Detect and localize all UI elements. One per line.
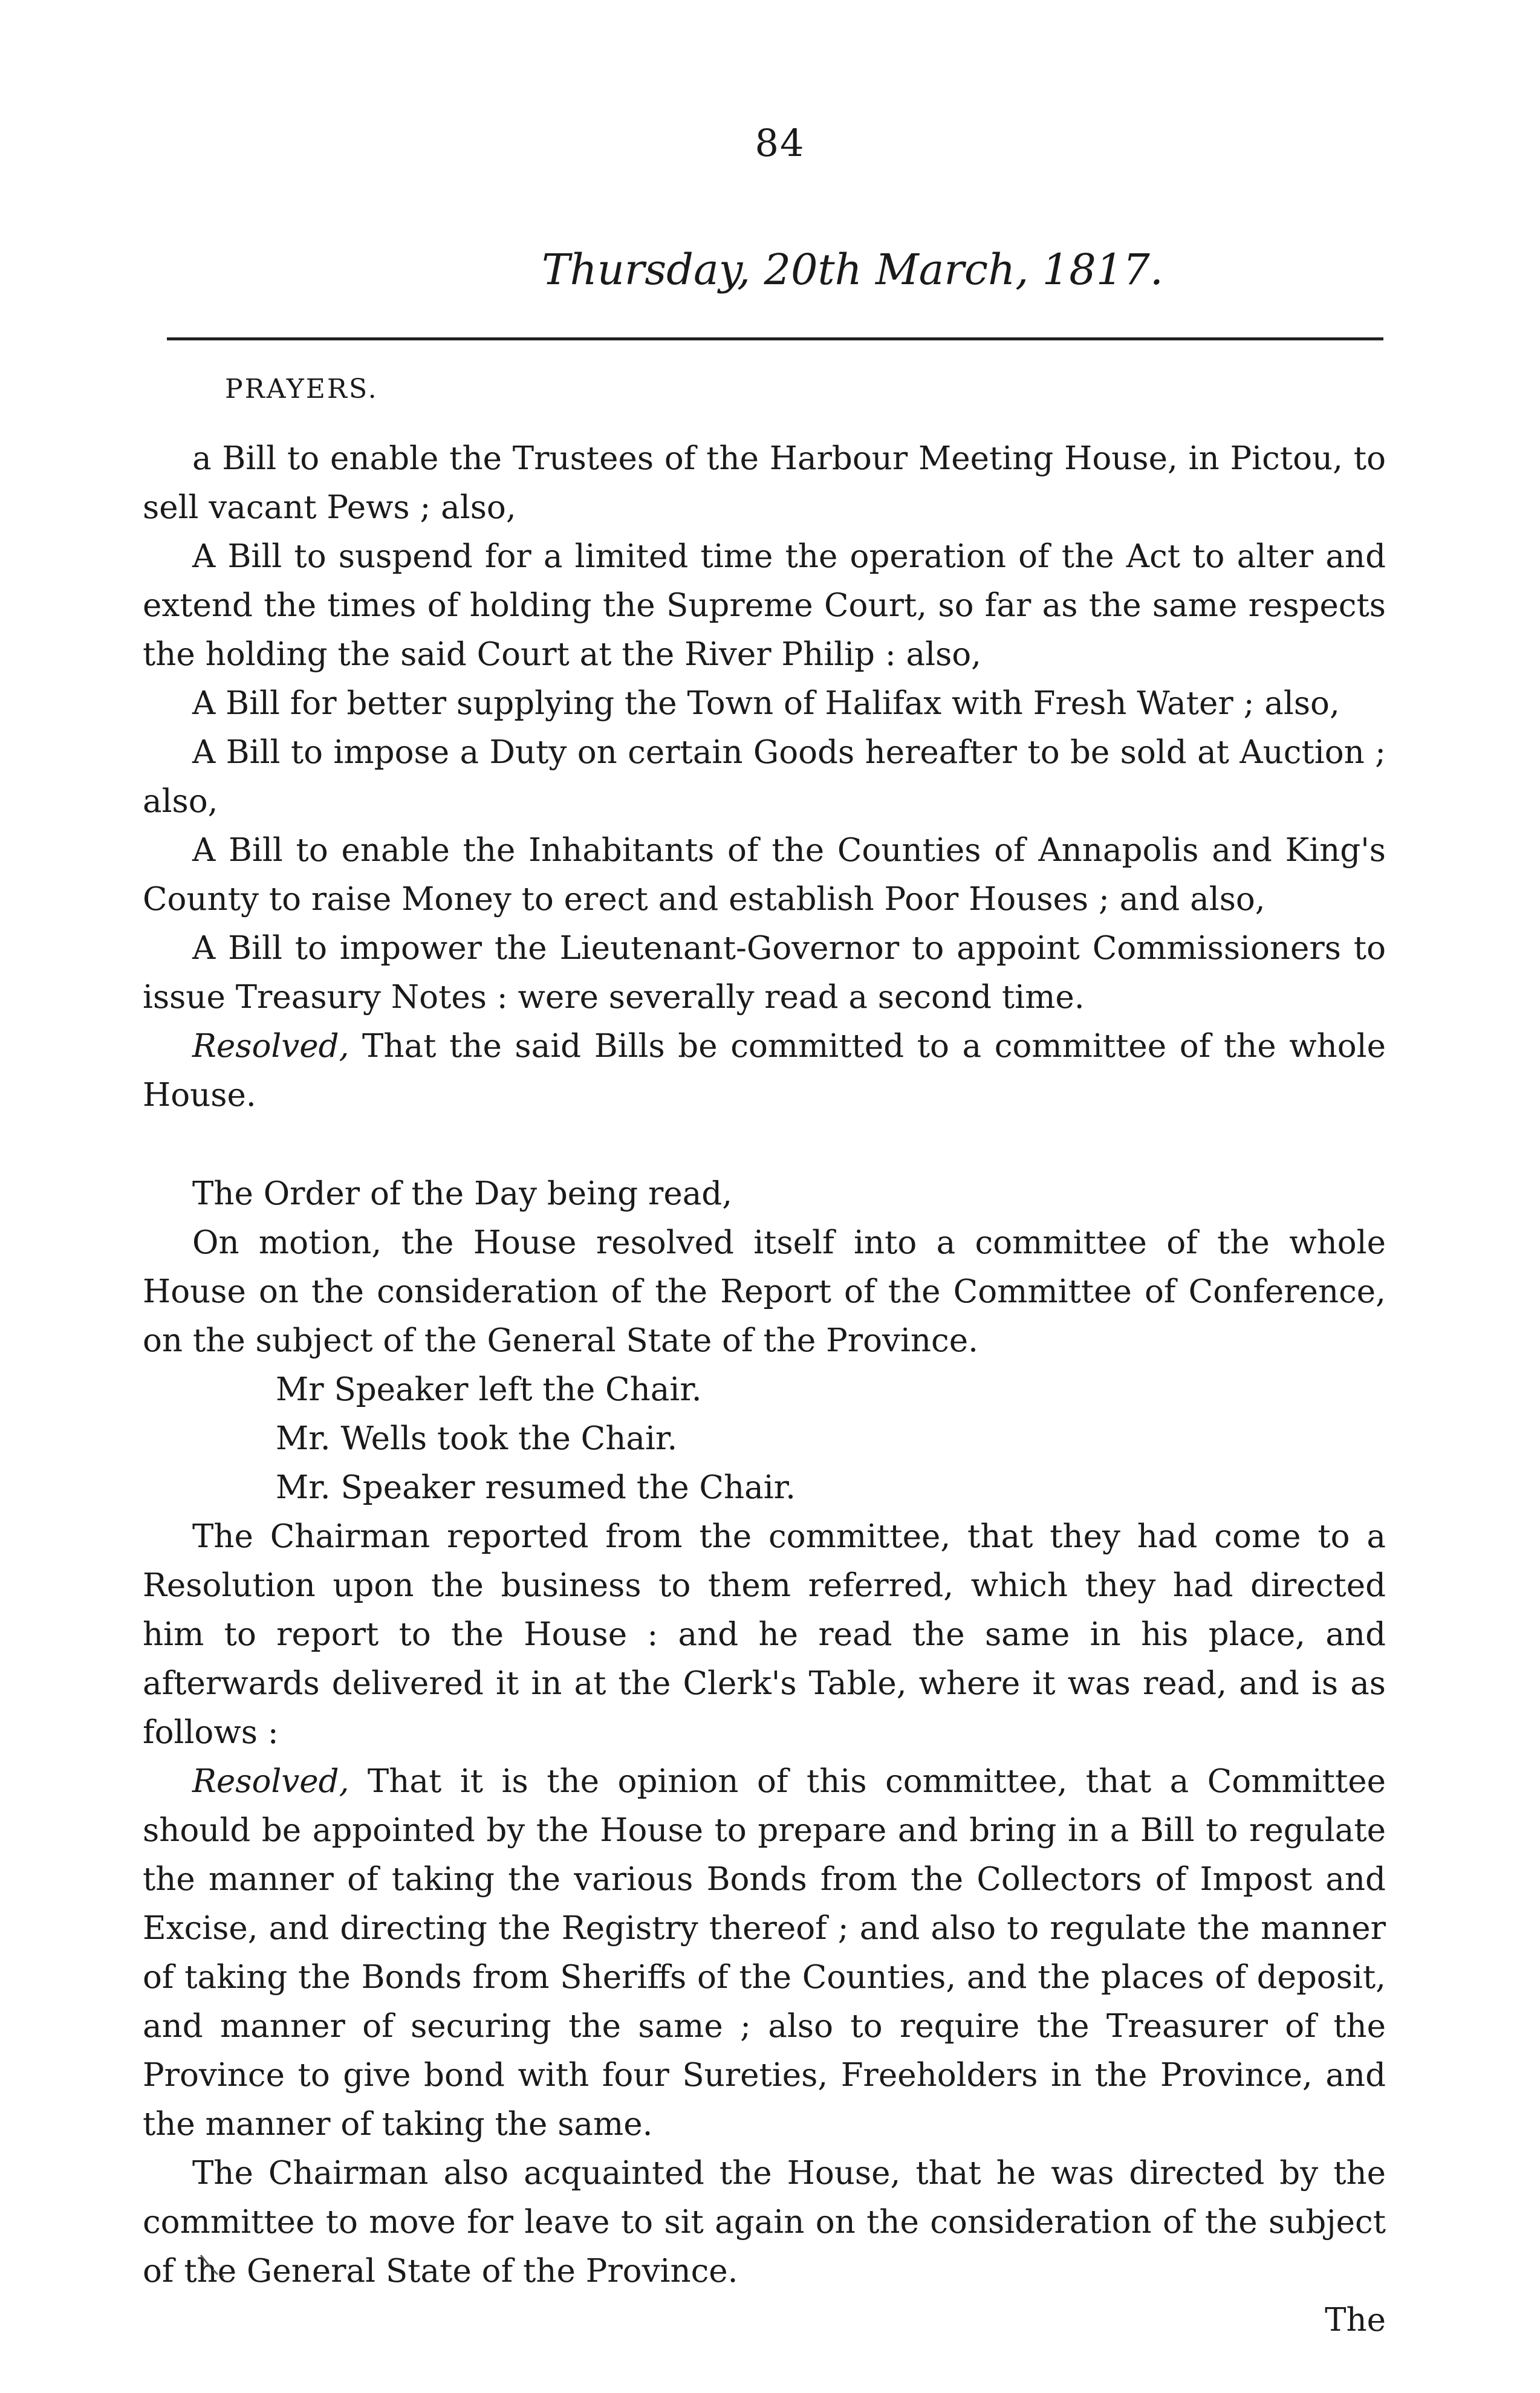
date-heading: Thursday, 20th March, 1817.	[541, 245, 1164, 294]
paragraph-bill-halifax-water: A Bill for better supplying the Town of Halifax with Fresh Water ; also,	[192, 685, 1340, 722]
paragraph-resolved-opinion	[143, 1757, 1386, 2149]
paragraph-bill-treasury-notes: A Bill to impower the Lieutenant-Governor to appoint Commissioners to issue Treasury Notes : were severally read a second time.	[143, 930, 1386, 1016]
line-wells-chair: Mr. Wells took the Chair.	[276, 1420, 678, 1457]
paragraph-chairman-acquainted: The Chairman also acquainted the House, that he was directed by the committee to move for leave to sit again on the consideration of the subject of the General State of the Province.	[143, 2155, 1386, 2290]
paragraph-resolved-committed	[143, 1022, 1386, 1120]
ink-mark	[200, 2254, 236, 2278]
prayers-heading: PRAYERS.	[225, 374, 379, 404]
catchword-line	[143, 2296, 1386, 2345]
catchword: The	[1325, 2302, 1386, 2339]
body-text	[143, 434, 1386, 2345]
resolved-text: That the said Bills be committed to a committee of the whole House.	[143, 1028, 1386, 1114]
resolved-text: That it is the opinion of this committee, that a Committee should be appointed by the House to prepare and bring in a Bill to regulate the manner of taking the various Bonds from the Collectors of Impost and Excise, and directing the Registry thereof ; and also to regulate the manner of taking the Bonds from Sheriffs of the Counties, and the places of deposit, and manner of securing the same ; also to require the Treasurer of the Province to give bond with four Sureties, Freeholders in the Province, and the manner of taking the same.	[143, 1763, 1386, 2143]
resolved-label: Resolved,	[192, 1028, 349, 1065]
paragraph-bill-auction-duty: A Bill to impose a Duty on certain Goods hereafter to be sold at Auction ; also,	[143, 734, 1386, 820]
paragraph-bill-supreme-court: A Bill to suspend for a limited time the operation of the Act to alter and extend the times of holding the Supreme Court, so far as the same respects the holding the said Court at the River Philip : also,	[143, 538, 1386, 673]
header-rule	[167, 337, 1383, 340]
page-number: 84	[755, 121, 805, 165]
paragraph-chairman-reported: The Chairman reported from the committee, that they had come to a Resolution upon the business to them referred, which they had directed him to report to the House : and he read the same in his place, and afterwards delivered it in at the Clerk's Table, where it was read, and is as follows :	[143, 1518, 1386, 1751]
resolved-label: Resolved,	[192, 1763, 349, 1800]
paragraph-on-motion: On motion, the House resolved itself into a committee of the whole House on the consideration of the Report of the Committee of Conference, on the subject of the General State of the Province.	[143, 1224, 1386, 1359]
paragraph-bill-pictou: a Bill to enable the Trustees of the Harbour Meeting House, in Pictou, to sell vacant Pews ; also,	[143, 440, 1386, 526]
paragraph-bill-poor-houses: A Bill to enable the Inhabitants of the Counties of Annapolis and King's County to raise Money to erect and establish Poor Houses ; and also,	[143, 832, 1386, 918]
paragraph-order-of-day: The Order of the Day being read,	[192, 1175, 733, 1212]
line-speaker-resumed: Mr. Speaker resumed the Chair.	[276, 1469, 796, 1506]
line-speaker-left: Mr Speaker left the Chair.	[276, 1371, 702, 1408]
